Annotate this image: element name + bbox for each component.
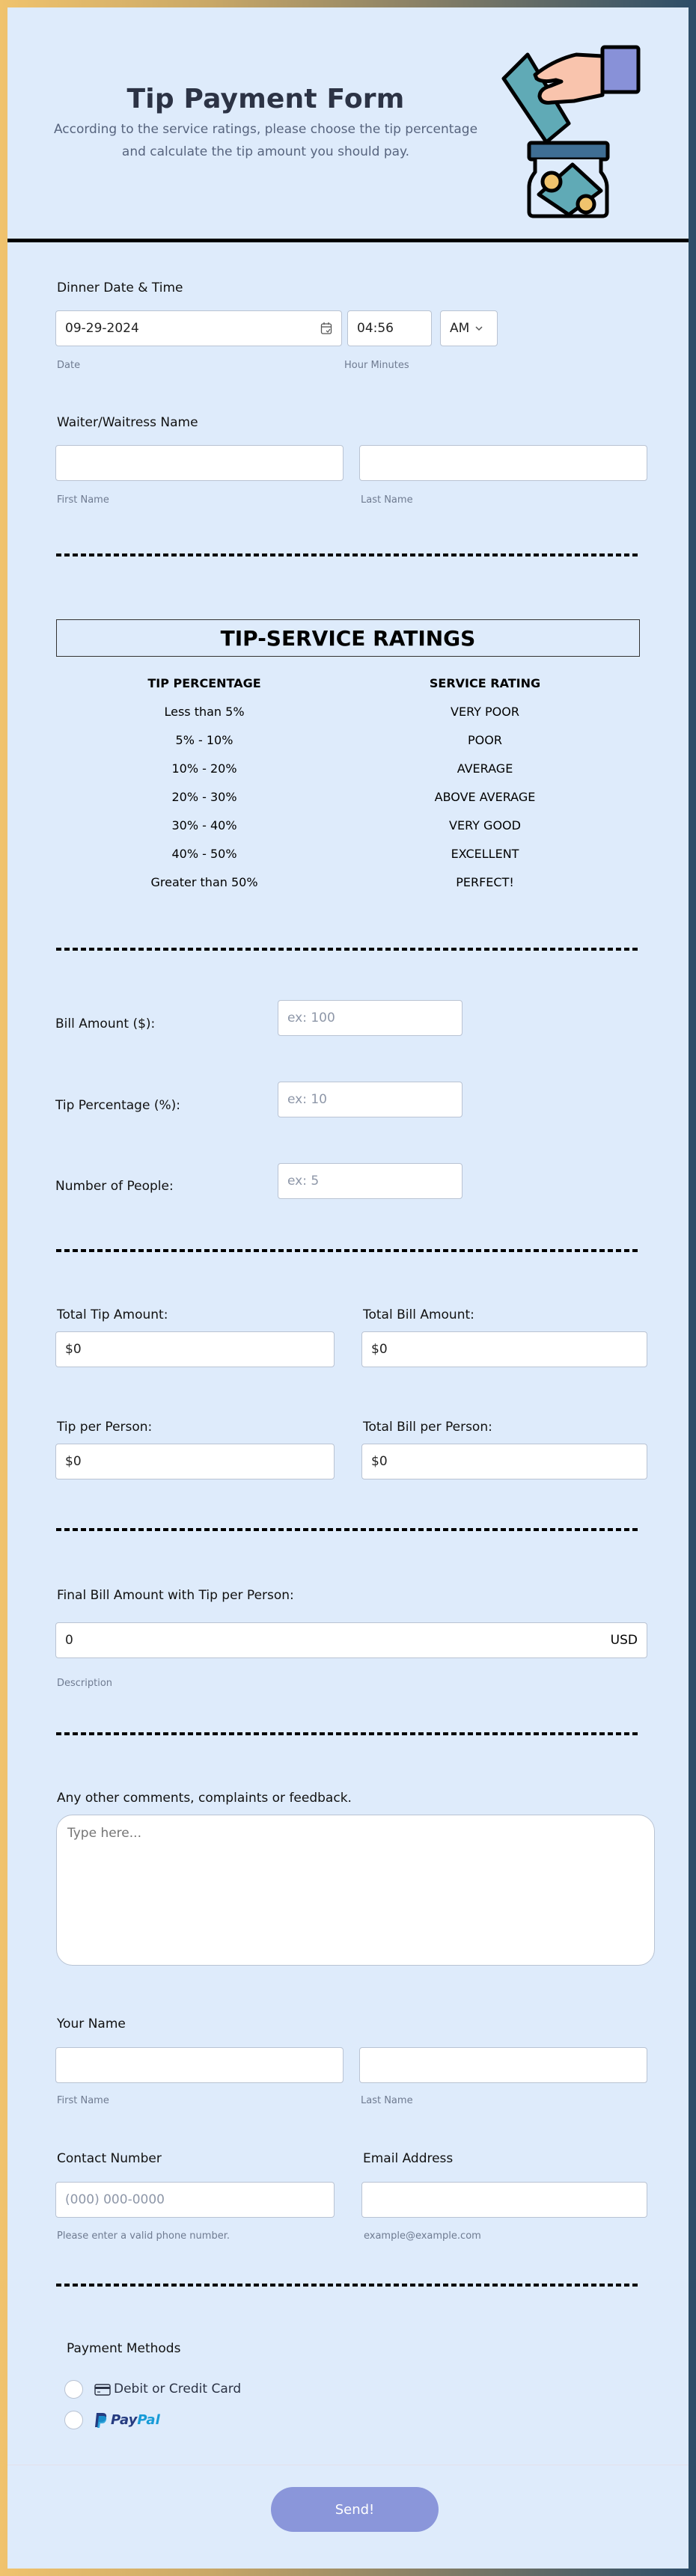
- tip-percentage-cell: Greater than 50%: [150, 875, 258, 889]
- bill-amount-input[interactable]: [278, 1000, 463, 1036]
- header-divider: [7, 239, 689, 242]
- tip-percentage-cell: 10% - 20%: [171, 761, 237, 776]
- page-subtitle: According to the service ratings, please choose the tip percentage and calculate the tip amount you should pay.: [53, 122, 478, 159]
- tip-percentage-cell: 20% - 30%: [171, 790, 237, 804]
- total-bill-field[interactable]: [361, 1331, 647, 1367]
- your-name-label: Your Name: [57, 2017, 126, 2031]
- calendar-icon[interactable]: [320, 322, 332, 335]
- email-input[interactable]: [361, 2182, 647, 2218]
- credit-card-icon: [94, 2384, 111, 2396]
- time-value: 04:56: [357, 321, 394, 336]
- paypal-wordmark: [111, 2412, 160, 2428]
- total-tip-value: $0: [65, 1342, 82, 1357]
- contact-number-label: Contact Number: [57, 2151, 162, 2166]
- waiter-last-name-sublabel: Last Name: [361, 494, 413, 506]
- service-rating-cell: EXCELLENT: [451, 847, 519, 861]
- service-rating-cell: AVERAGE: [457, 761, 513, 776]
- final-bill-label: Final Bill Amount with Tip per Person:: [57, 1588, 294, 1603]
- paypal-wordmark-pal: Pal: [137, 2412, 160, 2428]
- date-value: 09-29-2024: [65, 321, 139, 336]
- currency-label: USD: [610, 1633, 638, 1648]
- card-radio[interactable]: [64, 2380, 83, 2399]
- section-divider: [56, 1732, 640, 1735]
- bill-per-person-label: Total Bill per Person:: [363, 1420, 492, 1435]
- paypal-radio[interactable]: [64, 2411, 83, 2429]
- tip-jar-illustration: [490, 41, 647, 221]
- ampm-value: AM: [450, 321, 470, 336]
- bill-amount-label: Bill Amount ($):: [55, 1016, 156, 1031]
- payment-methods-label: Payment Methods: [67, 2341, 181, 2356]
- ampm-select[interactable]: [440, 310, 498, 346]
- email-sublabel: example@example.com: [364, 2230, 481, 2242]
- paypal-wordmark-pay: Pay: [111, 2412, 138, 2428]
- time-sublabel: Hour Minutes: [344, 360, 409, 371]
- tip-percentage-cell: 5% - 10%: [175, 733, 233, 747]
- phone-input[interactable]: [55, 2182, 335, 2218]
- service-rating-cell: POOR: [468, 733, 502, 747]
- tip-percentage-placeholder: ex: 10: [287, 1092, 327, 1107]
- section-divider: [56, 1249, 640, 1252]
- your-first-name-input[interactable]: [55, 2047, 344, 2083]
- comments-label: Any other comments, complaints or feedback.: [57, 1791, 352, 1806]
- date-input[interactable]: [55, 310, 342, 346]
- ratings-title: TIP-SERVICE RATINGS: [56, 619, 640, 657]
- your-last-name-sublabel: Last Name: [361, 2095, 413, 2106]
- your-last-name-input[interactable]: [359, 2047, 647, 2083]
- bill-per-person-value: $0: [371, 1454, 388, 1469]
- service-rating-cell: ABOVE AVERAGE: [434, 790, 536, 804]
- tip-per-person-label: Tip per Person:: [57, 1420, 153, 1435]
- phone-placeholder: (000) 000-0000: [65, 2192, 165, 2207]
- final-bill-value: 0: [65, 1633, 73, 1648]
- payment-option-paypal[interactable]: [64, 2411, 364, 2430]
- send-button[interactable]: Send!: [271, 2487, 439, 2532]
- waiter-first-name-sublabel: First Name: [57, 494, 109, 506]
- final-bill-sublabel: Description: [57, 1678, 113, 1689]
- service-rating-column: [373, 669, 597, 897]
- dinner-datetime-label: Dinner Date & Time: [57, 280, 183, 295]
- tip-percentage-header: TIP PERCENTAGE: [147, 676, 261, 690]
- tip-percentage-cell: 40% - 50%: [171, 847, 237, 861]
- waiter-last-name-input[interactable]: [359, 445, 647, 481]
- tip-percentage-input[interactable]: [278, 1082, 463, 1117]
- total-tip-label: Total Tip Amount:: [57, 1307, 168, 1322]
- total-bill-label: Total Bill Amount:: [363, 1307, 474, 1322]
- number-of-people-placeholder: ex: 5: [287, 1174, 320, 1189]
- section-divider: [56, 553, 640, 556]
- tip-per-person-field[interactable]: [55, 1444, 335, 1479]
- email-label: Email Address: [363, 2151, 454, 2166]
- service-rating-cell: VERY POOR: [451, 705, 519, 719]
- number-of-people-label: Number of People:: [55, 1179, 174, 1194]
- tip-percentage-label: Tip Percentage (%):: [55, 1098, 180, 1113]
- final-bill-field[interactable]: [55, 1622, 647, 1658]
- service-rating-header: SERVICE RATING: [429, 676, 541, 690]
- section-divider: [56, 948, 640, 951]
- total-tip-field[interactable]: [55, 1331, 335, 1367]
- card-option-label: Debit or Credit Card: [114, 2382, 242, 2396]
- chevron-down-icon: [475, 325, 483, 331]
- time-input[interactable]: [347, 310, 432, 346]
- section-divider: [56, 1528, 640, 1531]
- service-rating-cell: PERFECT!: [456, 875, 514, 889]
- waiter-name-label: Waiter/Waitress Name: [57, 415, 198, 430]
- page-title: Tip Payment Form: [126, 84, 405, 114]
- form-card: [7, 7, 689, 2569]
- your-first-name-sublabel: First Name: [57, 2095, 109, 2106]
- tip-percentage-cell: 30% - 40%: [171, 818, 237, 832]
- bill-per-person-field[interactable]: [361, 1444, 647, 1479]
- tip-percentage-column: [92, 669, 317, 897]
- payment-option-card[interactable]: [64, 2380, 364, 2399]
- service-rating-cell: VERY GOOD: [449, 818, 521, 832]
- number-of-people-input[interactable]: [278, 1163, 463, 1199]
- date-sublabel: Date: [57, 360, 81, 371]
- tip-percentage-cell: Less than 5%: [164, 705, 245, 719]
- total-bill-value: $0: [371, 1342, 388, 1357]
- comments-textarea[interactable]: [56, 1815, 655, 1966]
- section-divider: [56, 2284, 640, 2287]
- tip-per-person-value: $0: [65, 1454, 82, 1469]
- bill-amount-placeholder: ex: 100: [287, 1011, 335, 1025]
- phone-sublabel: Please enter a valid phone number.: [57, 2230, 230, 2242]
- paypal-logo-icon: [94, 2412, 108, 2429]
- waiter-first-name-input[interactable]: [55, 445, 344, 481]
